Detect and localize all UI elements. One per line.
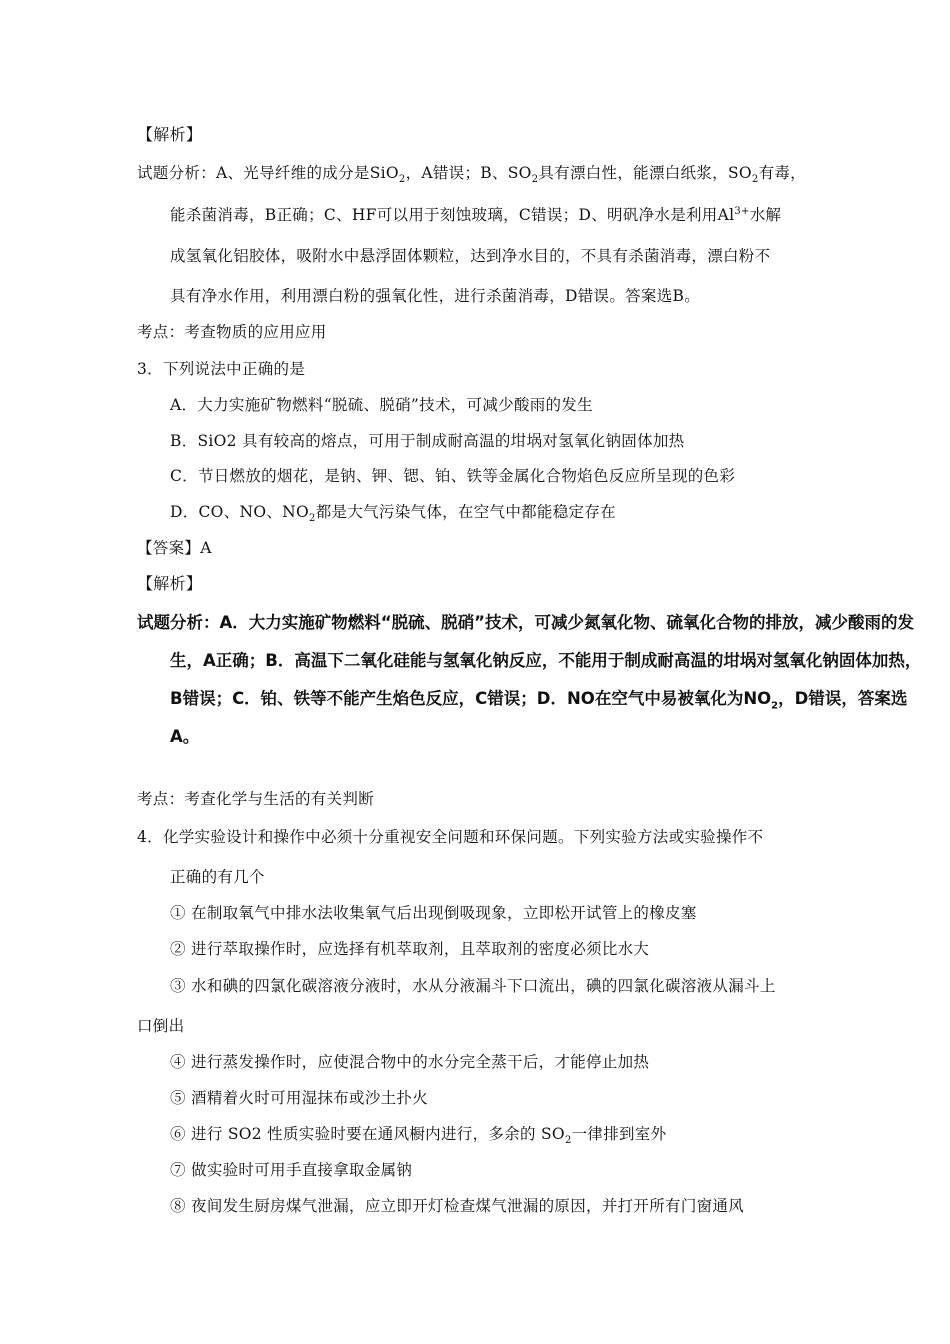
analysis-heading: 【解析】 — [137, 574, 203, 593]
option-b: B．SiO2 具有较高的熔点，可用于制成耐高温的坩埚对氢氧化钠固体加热 — [170, 432, 685, 450]
item-text: ⑥ 进行 SO2 性质实验时要在通风橱内进行，多余的 SO — [170, 1125, 565, 1143]
option-d — [170, 501, 616, 523]
analysis-bold-line-3 — [170, 688, 907, 710]
subscript: 2 — [309, 513, 316, 525]
item-8: ⑧ 夜间发生厨房煤气泄漏，应立即开灯检查煤气泄漏的原因，并打开所有门窗通风 — [170, 1197, 745, 1215]
analysis-line-1 — [137, 162, 806, 184]
analysis-text: 水解 — [749, 206, 782, 224]
analysis-bold-line-1: 试题分析：A．大力实施矿物燃料“脱硫、脱硝”技术，可减少氮氧化物、硫氧化合物的排放，减少酸雨的发 — [137, 613, 914, 632]
item-2: ② 进行萃取操作时，应选择有机萃取剂，且萃取剂的密度必须比水大 — [170, 940, 650, 958]
subscript: 2 — [564, 1135, 572, 1147]
analysis-text: 试题分析：A、光导纤维的成分是SiO — [137, 164, 399, 182]
subscript: 2 — [751, 174, 759, 186]
item-3: ③ 水和碘的四氯化碳溶液分液时，水从分液漏斗下口流出，碘的四氯化碳溶液从漏斗上 — [170, 977, 776, 995]
analysis-line-3: 成氢氧化铝胶体，吸附水中悬浮固体颗粒，达到净水目的，不具有杀菌消毒，漂白粉不 — [170, 247, 771, 265]
subscript: 2 — [398, 174, 406, 186]
analysis-text: ，A错误；B、SO — [405, 164, 532, 182]
kaodian-line: 考点：考查物质的应用应用 — [137, 323, 327, 341]
item-5: ⑤ 酒精着火时可用湿抹布或沙土扑火 — [170, 1089, 429, 1107]
analysis-line-2 — [170, 204, 781, 226]
analysis-bold-line-4: A。 — [170, 727, 200, 746]
superscript: 3+ — [734, 205, 750, 217]
item-4: ④ 进行蒸发操作时，应使混合物中的水分完全蒸干后，才能停止加热 — [170, 1053, 650, 1071]
answer-line: 【答案】A — [137, 539, 212, 557]
analysis-line-4: 具有净水作用，利用漂白粉的强氧化性，进行杀菌消毒，D错误。答案选B。 — [170, 287, 701, 305]
item-text: 一律排到室外 — [571, 1125, 667, 1143]
item-7: ⑦ 做实验时可用手直接拿取金属钠 — [170, 1161, 413, 1179]
item-1: ① 在制取氧气中排水法收集氧气后出现倒吸现象，立即松开试管上的橡皮塞 — [170, 904, 697, 922]
analysis-heading: 【解析】 — [137, 125, 203, 144]
option-a: A．大力实施矿物燃料“脱硫、脱硝”技术，可减少酸雨的发生 — [170, 396, 593, 414]
analysis-text: ，D错误，答案选 — [778, 689, 908, 708]
option-c: C．节日燃放的烟花，是钠、钾、锶、铂、铁等金属化合物焰色反应所呈现的色彩 — [170, 467, 736, 485]
item-6 — [170, 1123, 666, 1145]
analysis-text: B错误；C．铂、铁等不能产生焰色反应，C错误；D．NO在空气中易被氧化为NO — [170, 689, 772, 708]
subscript: 2 — [771, 700, 779, 712]
option-text: 都是大气污染气体，在空气中都能稳定存在 — [315, 503, 616, 521]
analysis-text: 有毒， — [758, 164, 806, 182]
question-4-stem: 4．化学实验设计和操作中必须十分重视安全问题和环保问题。下列实验方法或实验操作不 — [137, 828, 764, 846]
subscript: 2 — [531, 174, 539, 186]
question-3-stem: 3．下列说法中正确的是 — [137, 360, 306, 378]
item-3-cont: 口倒出 — [137, 1017, 185, 1035]
kaodian-line: 考点：考查化学与生活的有关判断 — [137, 790, 375, 808]
analysis-bold-line-2: 生，A正确；B．高温下二氧化硅能与氢氧化钠反应，不能用于制成耐高温的坩埚对氢氧化钠固体加热， — [170, 651, 922, 670]
analysis-text: 能杀菌消毒，B正确；C、HF可以用于刻蚀玻璃，C错误；D、明矾净水是利用Al — [170, 206, 735, 224]
question-4-stem-cont: 正确的有几个 — [170, 868, 265, 886]
option-text: D．CO、NO、NO — [170, 503, 310, 521]
analysis-text: 具有漂白性，能漂白纸浆，SO — [538, 164, 752, 182]
